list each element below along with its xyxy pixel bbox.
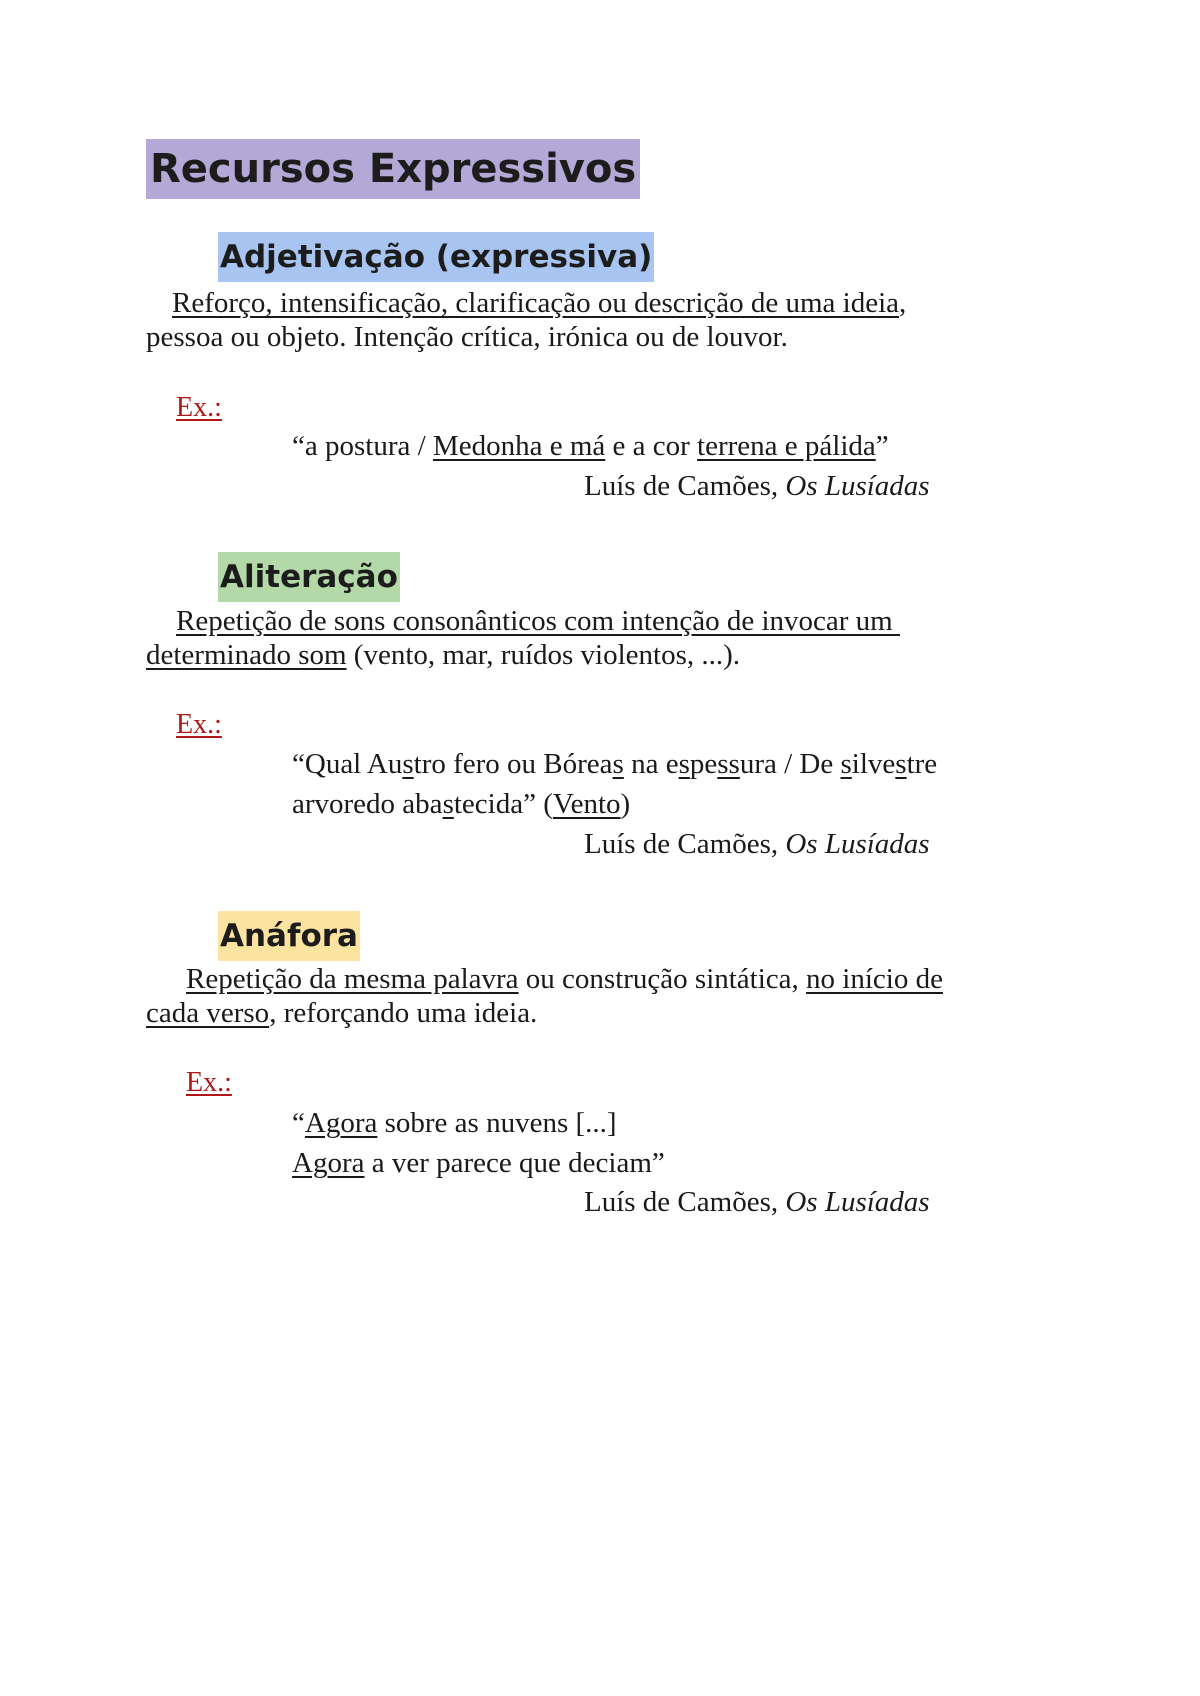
citation-anafora: Luís de Camões, Os Lusíadas bbox=[584, 1186, 930, 1218]
definition-anafora-line2: cada verso, reforçando uma ideia. bbox=[146, 997, 538, 1029]
example-label-adjetivacao: Ex.: bbox=[176, 392, 222, 423]
definition-adjetivacao-line2: pessoa ou objeto. Intenção crítica, irónica ou de louvor. bbox=[146, 321, 788, 353]
definition-anafora-line1: Repetição da mesma palavra ou construção sintática, no início de bbox=[186, 963, 943, 995]
quote-adjetivacao: “a postura / Medonha e má e a cor terrena e pálida” bbox=[292, 430, 889, 462]
heading-adjetivacao: Adjetivação (expressiva) bbox=[218, 232, 654, 282]
citation-aliteracao: Luís de Camões, Os Lusíadas bbox=[584, 828, 930, 860]
quote-anafora-line2: Agora a ver parece que deciam” bbox=[292, 1147, 665, 1179]
definition-aliteracao-line1: Repetição de sons consonânticos com intenção de invocar um bbox=[176, 605, 900, 637]
example-label-anafora: Ex.: bbox=[186, 1067, 232, 1098]
citation-adjetivacao: Luís de Camões, Os Lusíadas bbox=[584, 470, 930, 502]
definition-aliteracao-line2: determinado som (vento, mar, ruídos violentos, ...). bbox=[146, 639, 741, 671]
example-label-aliteracao: Ex.: bbox=[176, 709, 222, 740]
heading-aliteracao: Aliteração bbox=[218, 552, 400, 602]
definition-adjetivacao-line1: Reforço, intensificação, clarificação ou descrição de uma ideia, bbox=[172, 287, 907, 319]
quote-anafora-line1: “Agora sobre as nuvens [...] bbox=[292, 1107, 617, 1139]
quote-aliteracao-line1: “Qual Austro fero ou Bóreas na espessura / De silvestre bbox=[292, 748, 938, 780]
quote-aliteracao-line2: arvoredo abastecida” (Vento) bbox=[292, 788, 631, 820]
heading-anafora: Anáfora bbox=[218, 911, 360, 961]
page-title: Recursos Expressivos bbox=[146, 139, 640, 199]
